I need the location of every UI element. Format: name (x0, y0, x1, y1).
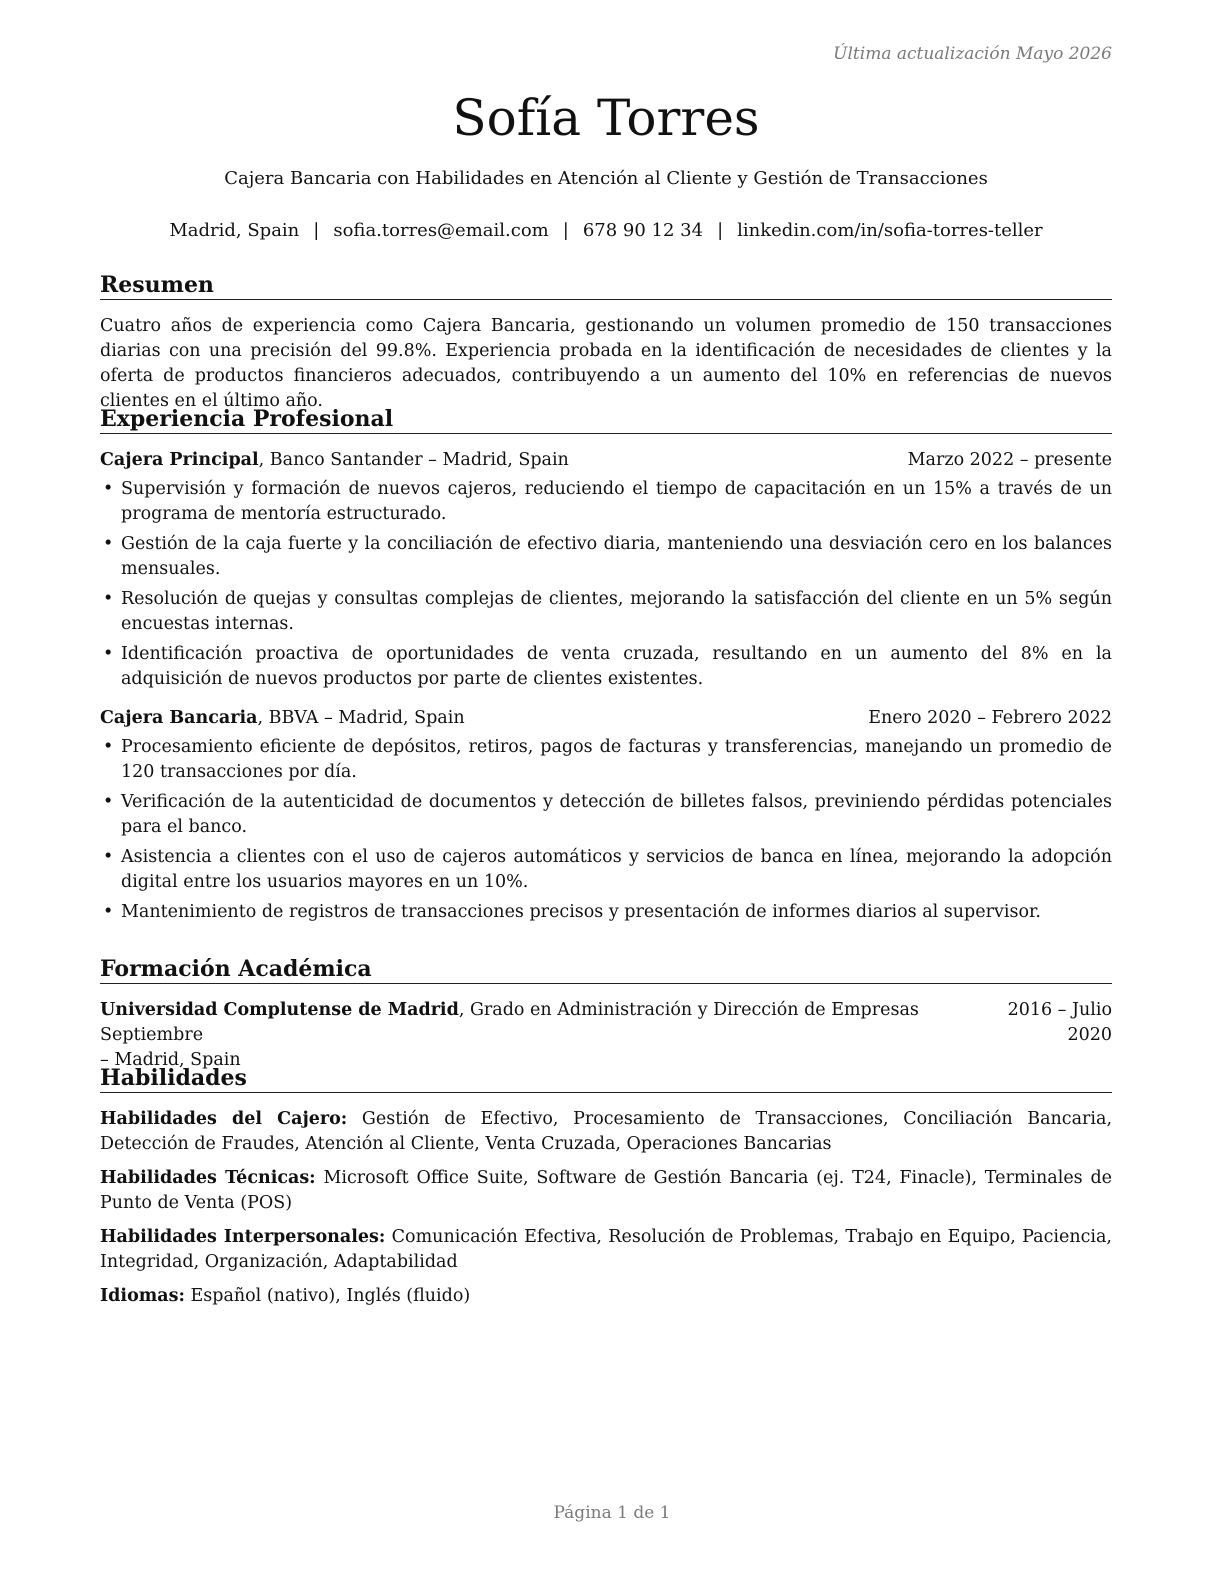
education-school: Universidad Complutense de Madrid (100, 1000, 459, 1020)
list-item: • Identificación proactiva de oportunidades de venta cruzada, resultando en un aumento del 8% en la adquisición de nuevos productos por parte de clientes existentes. (103, 644, 1112, 689)
list-item: • Asistencia a clientes con el uso de cajeros automáticos y servicios de banca en línea, mejorando la adopción digital entre los usuarios mayores en un 10%. (103, 847, 1112, 892)
education-section (100, 955, 1112, 1073)
job-dates: Enero 2020 – Febrero 2022 (868, 708, 1112, 728)
education-dates-start: 2016 – Julio (1007, 1000, 1112, 1020)
list-item: • Resolución de quejas y consultas complejas de clientes, mejorando la satisfacción del cliente en un 5% según encuestas internas. (103, 589, 1112, 634)
page-number: Página 1 de 1 (553, 1503, 671, 1523)
skill-row (100, 1166, 1112, 1216)
job-header (100, 706, 1112, 731)
job-header (100, 448, 1112, 473)
job-role: Cajera Bancaria (100, 708, 258, 728)
contact-phone: 678 90 12 34 (582, 220, 704, 241)
education-dates-end: 2020 (1067, 1025, 1112, 1045)
section-title-experience: Experiencia Profesional (100, 405, 1112, 434)
job-company: , Banco Santander – Madrid, Spain (258, 450, 569, 470)
skill-value: Comunicación Efectiva, Resolución de Problemas, Trabajo en Equipo, Paciencia, Integridad, Organización, Adaptabilidad (100, 1227, 1112, 1272)
job-entry (100, 448, 1112, 692)
contact-linkedin[interactable]: linkedin.com/in/sofia-torres-teller (737, 220, 1043, 241)
skill-label: Habilidades Interpersonales: (100, 1227, 386, 1247)
contact-location: Madrid, Spain (169, 220, 300, 241)
contact-separator: | (717, 220, 724, 241)
education-location: – Madrid, Spain (100, 1050, 241, 1070)
education-entry (100, 998, 1112, 1073)
contact-separator: | (562, 220, 569, 241)
list-item: • Procesamiento eficiente de depósitos, retiros, pagos de facturas y transferencias, manejando un promedio de 120 transacciones por día. (103, 737, 1112, 782)
skills-section (100, 1064, 1112, 1318)
tagline: Cajera Bancaria con Habilidades en Atención al Cliente y Gestión de Transacciones (224, 168, 988, 189)
education-degree: , Grado en Administración y Dirección de Empresas Septiembre (100, 1000, 919, 1045)
contact-email[interactable]: sofia.torres@email.com (333, 220, 549, 241)
last-updated: Última actualización Mayo 2026 (833, 44, 1112, 64)
skill-label: Habilidades del Cajero: (100, 1109, 348, 1129)
job-dates: Marzo 2022 – presente (907, 450, 1112, 470)
summary-text: Cuatro años de experiencia como Cajera Bancaria, gestionando un volumen promedio de 150 transacciones diarias con una precisión del 99.8%. Experiencia probada en la identificación de necesidades de clientes y la oferta de productos financieros adecuados, contribuyendo a un aumento del 10% en referencias de nuevos clientes en el último año. (100, 316, 1112, 411)
job-role: Cajera Principal (100, 450, 259, 470)
section-title-skills: Habilidades (100, 1064, 1112, 1093)
skill-value: Microsoft Office Suite, Software de Gestión Bancaria (ej. T24, Finacle), Terminales de Punto de Venta (POS) (100, 1168, 1112, 1213)
list-item: • Gestión de la caja fuerte y la conciliación de efectivo diaria, manteniendo una desviación cero en los balances mensuales. (103, 534, 1112, 579)
job-entry (100, 706, 1112, 925)
skill-label: Idiomas: (100, 1286, 185, 1306)
list-item: • Supervisión y formación de nuevos cajeros, reduciendo el tiempo de capacitación en un 15% a través de un programa de mentoría estructurado. (103, 479, 1112, 524)
skill-value: Español (nativo), Inglés (fluido) (184, 1286, 471, 1306)
contact-separator: | (313, 220, 320, 241)
experience-section (100, 405, 1112, 930)
skill-value: Gestión de Efectivo, Procesamiento de Transacciones, Conciliación Bancaria, Detección de Fraudes, Atención al Cliente, Venta Cruzada, Operaciones Bancarias (100, 1109, 1113, 1154)
job-company: , BBVA – Madrid, Spain (257, 708, 465, 728)
list-item: • Verificación de la autenticidad de documentos y detección de billetes falsos, previniendo pérdidas potenciales para el banco. (103, 792, 1112, 837)
contact-line (100, 219, 1112, 243)
summary-section (100, 271, 1112, 414)
skill-label: Habilidades Técnicas: (100, 1168, 316, 1188)
skill-row (100, 1284, 1112, 1309)
skill-row (100, 1225, 1112, 1275)
candidate-name: Sofía Torres (452, 89, 760, 147)
job-bullets (100, 477, 1112, 692)
skill-row (100, 1107, 1112, 1157)
job-bullets (100, 735, 1112, 925)
section-title-summary: Resumen (100, 271, 1112, 300)
section-title-education: Formación Académica (100, 955, 1112, 984)
list-item: • Mantenimiento de registros de transacciones precisos y presentación de informes diarios al supervisor. (103, 902, 1041, 922)
